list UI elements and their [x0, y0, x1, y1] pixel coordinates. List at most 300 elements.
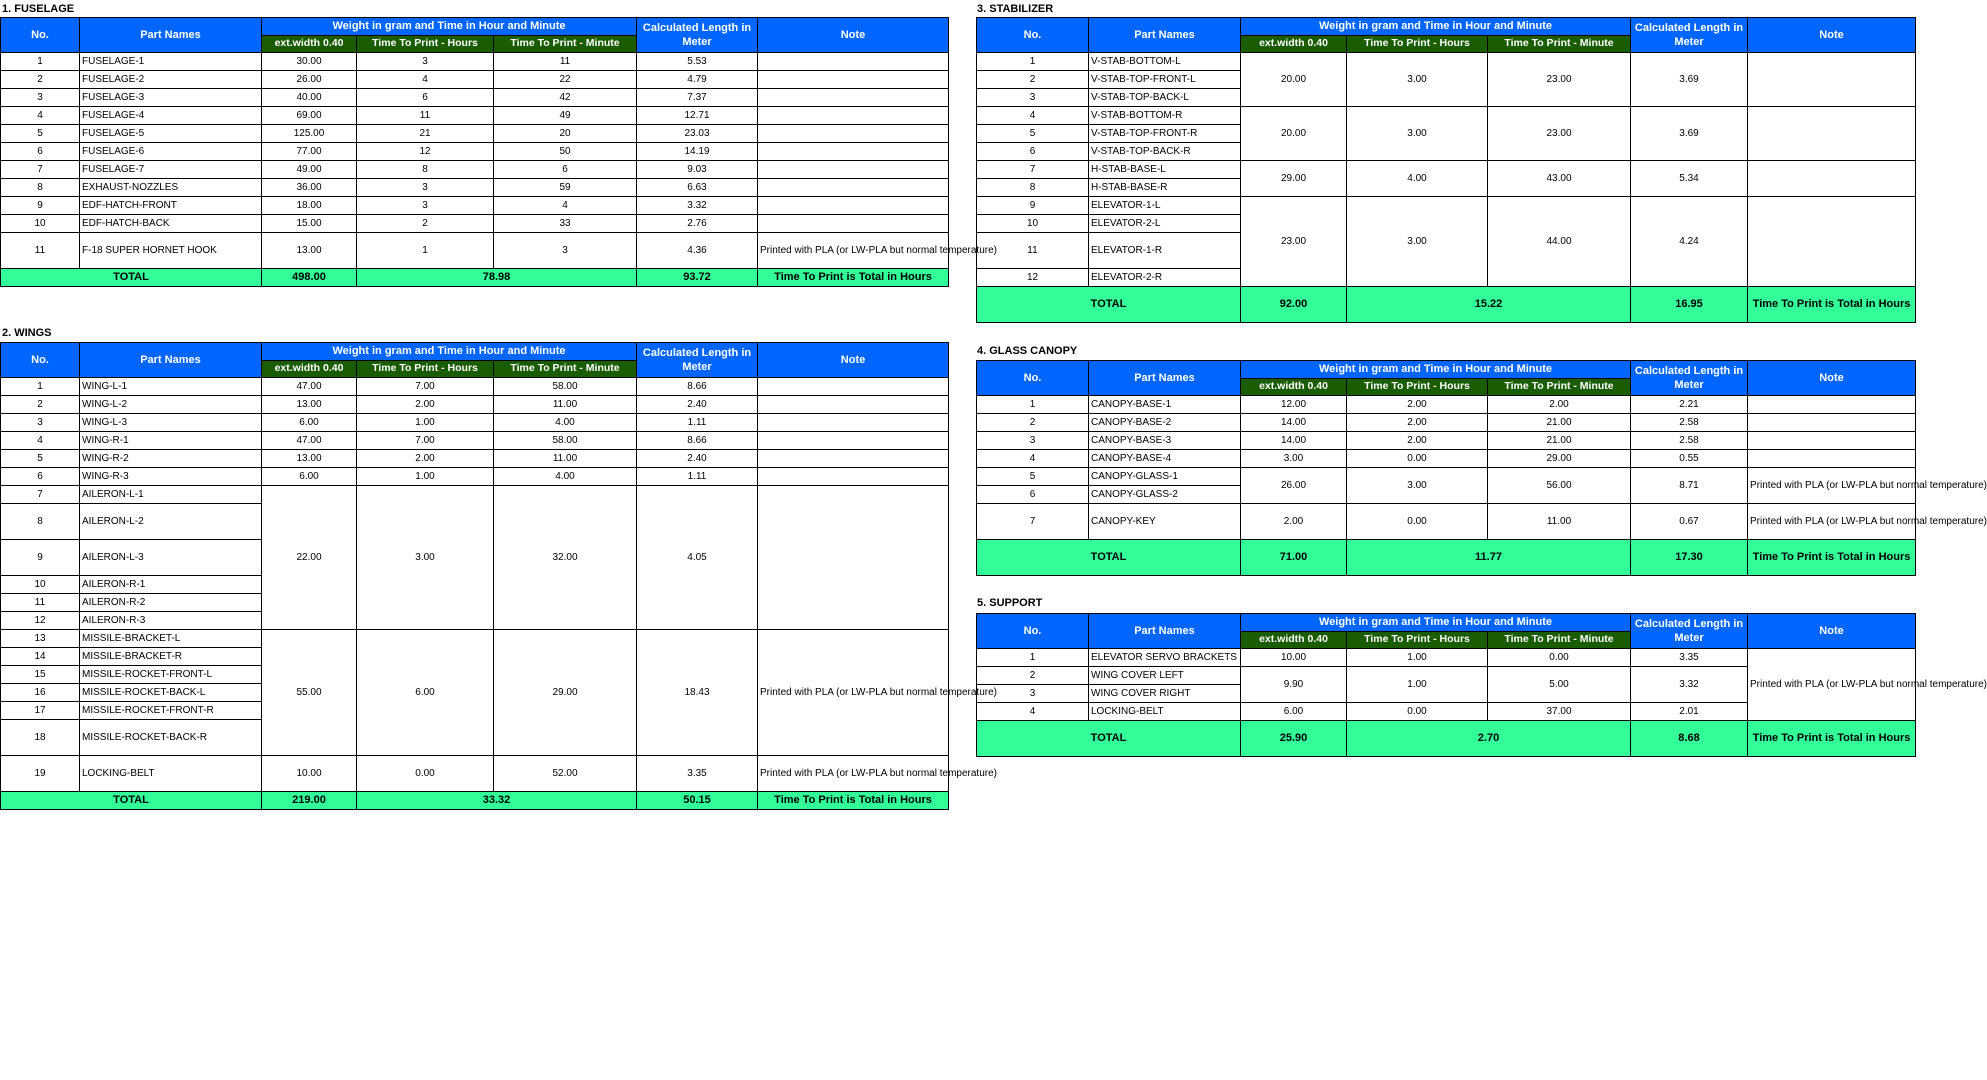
hours-cell-missile-group: 6.00: [357, 630, 494, 756]
hours-cell: 2.00: [1347, 396, 1488, 414]
header-no: No.: [977, 18, 1089, 53]
total-row: [977, 540, 1916, 576]
note-cell: [758, 396, 949, 414]
part-name: WING COVER RIGHT: [1089, 685, 1241, 703]
minutes-cell: 20: [494, 125, 637, 143]
table-row: [977, 396, 1916, 414]
note-cell: [758, 378, 949, 396]
row-no: 8: [977, 179, 1089, 197]
table-row: [1, 396, 949, 414]
part-name: FUSELAGE-2: [80, 71, 262, 89]
part-name: WING-L-1: [80, 378, 262, 396]
length-cell: 5.53: [637, 53, 758, 71]
minutes-cell-aileron-group: 32.00: [494, 486, 637, 630]
minutes-cell: 33: [494, 215, 637, 233]
table-row: [1, 125, 949, 143]
row-no: 9: [977, 197, 1089, 215]
section-title-fuselage: 1. FUSELAGE: [2, 3, 75, 15]
table-row: [1, 630, 949, 648]
minutes-cell: 4: [494, 197, 637, 215]
minutes-cell: 29.00: [1488, 450, 1631, 468]
table-row: [1, 179, 949, 197]
length-cell: 3.35: [637, 756, 758, 792]
canopy-table: [976, 360, 1987, 576]
weight-cell: 6.00: [262, 414, 357, 432]
header-hours: Time To Print - Hours: [1347, 632, 1488, 649]
minutes-cell: 11.00: [494, 450, 637, 468]
part-name: CANOPY-BASE-1: [1089, 396, 1241, 414]
total-time: 33.32: [357, 792, 637, 810]
weight-cell-vstab-l-group: 20.00: [1241, 53, 1347, 107]
row-no: 4: [977, 107, 1089, 125]
note-cell-vstab-l-group: [1748, 53, 1916, 107]
row-no: 11: [1, 233, 80, 269]
note-cell: Printed with PLA (or LW-PLA but normal temperature): [1748, 504, 1916, 540]
section-title-stabilizer: 3. STABILIZER: [977, 3, 1054, 15]
part-name: ELEVATOR-1-L: [1089, 197, 1241, 215]
part-name: EDF-HATCH-BACK: [80, 215, 262, 233]
length-cell: 2.40: [637, 396, 758, 414]
row-no: 10: [977, 215, 1089, 233]
header-weight: ext.width 0.40: [262, 36, 357, 53]
row-no: 3: [977, 685, 1089, 703]
part-name: AILERON-R-3: [80, 612, 262, 630]
weight-cell: 15.00: [262, 215, 357, 233]
note-cell-aileron-group: [758, 486, 949, 630]
row-no: 6: [1, 468, 80, 486]
total-row: [1, 792, 949, 810]
header-weight: ext.width 0.40: [1241, 379, 1347, 396]
total-length: 16.95: [1631, 287, 1748, 323]
hours-cell: 1.00: [1347, 649, 1488, 667]
table-row: [1, 233, 949, 269]
part-name: AILERON-R-2: [80, 594, 262, 612]
hours-cell: 3: [357, 179, 494, 197]
note-cell: [758, 197, 949, 215]
minutes-cell: 21.00: [1488, 432, 1631, 450]
row-no: 5: [977, 125, 1089, 143]
minutes-cell-glass-group: 56.00: [1488, 468, 1631, 504]
table-row: [977, 468, 1916, 486]
row-no: 9: [1, 540, 80, 576]
part-name: WING-R-3: [80, 468, 262, 486]
section-title-wings: 2. WINGS: [2, 327, 52, 339]
weight-cell: 3.00: [1241, 450, 1347, 468]
header-length: Calculated Length in Meter: [1631, 361, 1748, 396]
weight-cell: 47.00: [262, 378, 357, 396]
weight-cell-hstab-group: 29.00: [1241, 161, 1347, 197]
row-no: 7: [1, 161, 80, 179]
row-no: 2: [977, 414, 1089, 432]
total-time: 11.77: [1347, 540, 1631, 576]
weight-cell-elevator-group: 23.00: [1241, 197, 1347, 287]
part-name: ELEVATOR SERVO BRACKETS: [1089, 649, 1241, 667]
length-cell: 8.66: [637, 432, 758, 450]
header-part-names: Part Names: [80, 18, 262, 53]
row-no: 10: [1, 576, 80, 594]
row-no: 11: [1, 594, 80, 612]
minutes-cell-missile-group: 29.00: [494, 630, 637, 756]
table-row: [1, 378, 949, 396]
minutes-cell: 37.00: [1488, 703, 1631, 721]
part-name: EDF-HATCH-FRONT: [80, 197, 262, 215]
hours-cell-vstab-l-group: 3.00: [1347, 53, 1488, 107]
part-name: V-STAB-TOP-FRONT-R: [1089, 125, 1241, 143]
hours-cell: 12: [357, 143, 494, 161]
hours-cell: 0.00: [1347, 504, 1488, 540]
fuselage-table: [0, 17, 997, 287]
table-row: [977, 107, 1916, 125]
minutes-cell: 58.00: [494, 378, 637, 396]
header-no: No.: [1, 18, 80, 53]
part-name: LOCKING-BELT: [1089, 703, 1241, 721]
row-no: 15: [1, 666, 80, 684]
total-row: [1, 269, 949, 287]
row-no: 3: [1, 414, 80, 432]
total-time: 15.22: [1347, 287, 1631, 323]
row-no: 1: [1, 53, 80, 71]
header-length: Calculated Length in Meter: [637, 18, 758, 53]
part-name: WING-R-1: [80, 432, 262, 450]
weight-cell: 18.00: [262, 197, 357, 215]
hours-cell: 1: [357, 233, 494, 269]
row-no: 4: [977, 703, 1089, 721]
hours-cell-cover-group: 1.00: [1347, 667, 1488, 703]
header-weight-time-group: Weight in gram and Time in Hour and Minute: [1241, 614, 1631, 632]
hours-cell: 3: [357, 53, 494, 71]
length-cell-missile-group: 18.43: [637, 630, 758, 756]
part-name: MISSILE-ROCKET-FRONT-L: [80, 666, 262, 684]
table-row: [1, 89, 949, 107]
header-part-names: Part Names: [80, 343, 262, 378]
part-name: ELEVATOR-2-R: [1089, 269, 1241, 287]
length-cell-glass-group: 8.71: [1631, 468, 1748, 504]
table-row: [1, 107, 949, 125]
header-length: Calculated Length in Meter: [1631, 614, 1748, 649]
part-name: FUSELAGE-5: [80, 125, 262, 143]
row-no: 8: [1, 179, 80, 197]
hours-cell: 1.00: [357, 468, 494, 486]
row-no: 13: [1, 630, 80, 648]
total-length: 8.68: [1631, 721, 1748, 757]
part-name: AILERON-R-1: [80, 576, 262, 594]
minutes-cell: 22: [494, 71, 637, 89]
total-row: [977, 721, 1916, 757]
length-cell: 2.58: [1631, 432, 1748, 450]
row-no: 1: [977, 649, 1089, 667]
part-name: V-STAB-TOP-BACK-L: [1089, 89, 1241, 107]
row-no: 6: [977, 143, 1089, 161]
weight-cell-missile-group: 55.00: [262, 630, 357, 756]
hours-cell: 2: [357, 215, 494, 233]
header-note: Note: [1748, 361, 1916, 396]
minutes-cell: 0.00: [1488, 649, 1631, 667]
header-minutes: Time To Print - Minute: [1488, 632, 1631, 649]
part-name: FUSELAGE-7: [80, 161, 262, 179]
table-row: [977, 432, 1916, 450]
minutes-cell-vstab-r-group: 23.00: [1488, 107, 1631, 161]
note-cell: [758, 450, 949, 468]
row-no: 19: [1, 756, 80, 792]
length-cell-elevator-group: 4.24: [1631, 197, 1748, 287]
table-row: [977, 53, 1916, 71]
row-no: 11: [977, 233, 1089, 269]
weight-cell: 30.00: [262, 53, 357, 71]
hours-cell-elevator-group: 3.00: [1347, 197, 1488, 287]
table-row: [977, 649, 1916, 667]
total-label: TOTAL: [977, 287, 1241, 323]
part-name: MISSILE-BRACKET-L: [80, 630, 262, 648]
total-weight: 219.00: [262, 792, 357, 810]
header-note: Note: [758, 343, 949, 378]
weight-cell: 13.00: [262, 233, 357, 269]
row-no: 7: [977, 161, 1089, 179]
stabilizer-table: [976, 17, 1916, 323]
row-no: 14: [1, 648, 80, 666]
header-note: Note: [1748, 614, 1916, 649]
row-no: 2: [1, 71, 80, 89]
hours-cell: 0.00: [1347, 703, 1488, 721]
header-minutes: Time To Print - Minute: [494, 361, 637, 378]
part-name: WING-L-3: [80, 414, 262, 432]
weight-cell: 13.00: [262, 396, 357, 414]
header-note: Note: [758, 18, 949, 53]
table-row: [977, 197, 1916, 215]
weight-cell-cover-group: 9.90: [1241, 667, 1347, 703]
note-cell-glass-group: Printed with PLA (or LW-PLA but normal temperature): [1748, 468, 1916, 504]
header-weight: ext.width 0.40: [1241, 36, 1347, 53]
header-length: Calculated Length in Meter: [1631, 18, 1748, 53]
wings-table: [0, 342, 997, 810]
note-cell: [758, 215, 949, 233]
hours-cell: 7.00: [357, 378, 494, 396]
note-cell: [1748, 414, 1916, 432]
row-no: 5: [1, 450, 80, 468]
weight-cell: 12.00: [1241, 396, 1347, 414]
minutes-cell: 4.00: [494, 414, 637, 432]
part-name: H-STAB-BASE-L: [1089, 161, 1241, 179]
table-row: [1, 143, 949, 161]
length-cell: 4.79: [637, 71, 758, 89]
note-cell: [1748, 396, 1916, 414]
length-cell: 14.19: [637, 143, 758, 161]
header-hours: Time To Print - Hours: [357, 361, 494, 378]
weight-cell: 47.00: [262, 432, 357, 450]
minutes-cell: 6: [494, 161, 637, 179]
section-title-support: 5. SUPPORT: [977, 597, 1043, 609]
weight-cell: 69.00: [262, 107, 357, 125]
header-no: No.: [977, 614, 1089, 649]
hours-cell: 11: [357, 107, 494, 125]
minutes-cell: 59: [494, 179, 637, 197]
note-cell: [758, 179, 949, 197]
note-cell: [758, 53, 949, 71]
weight-cell: 26.00: [262, 71, 357, 89]
table-row: [977, 504, 1916, 540]
length-cell: 23.03: [637, 125, 758, 143]
length-cell: 2.21: [1631, 396, 1748, 414]
total-weight: 498.00: [262, 269, 357, 287]
minutes-cell-cover-group: 5.00: [1488, 667, 1631, 703]
hours-cell: 1.00: [357, 414, 494, 432]
row-no: 16: [1, 684, 80, 702]
part-name: CANOPY-BASE-4: [1089, 450, 1241, 468]
hours-cell: 2.00: [1347, 432, 1488, 450]
hours-cell: 6: [357, 89, 494, 107]
weight-cell-glass-group: 26.00: [1241, 468, 1347, 504]
part-name: F-18 SUPER HORNET HOOK: [80, 233, 262, 269]
header-weight-time-group: Weight in gram and Time in Hour and Minute: [262, 343, 637, 361]
total-length: 93.72: [637, 269, 758, 287]
weight-cell-aileron-group: 22.00: [262, 486, 357, 630]
header-weight-time-group: Weight in gram and Time in Hour and Minute: [1241, 18, 1631, 36]
minutes-cell: 2.00: [1488, 396, 1631, 414]
table-row: [1, 486, 949, 504]
hours-cell: 21: [357, 125, 494, 143]
table-row: [1, 414, 949, 432]
minutes-cell: 21.00: [1488, 414, 1631, 432]
hours-cell: 3: [357, 197, 494, 215]
note-cell: [758, 89, 949, 107]
hours-cell: 2.00: [1347, 414, 1488, 432]
table-row: [1, 53, 949, 71]
header-part-names: Part Names: [1089, 361, 1241, 396]
total-note: Time To Print is Total in Hours: [758, 792, 949, 810]
length-cell: 4.36: [637, 233, 758, 269]
header-weight-time-group: Weight in gram and Time in Hour and Minute: [262, 18, 637, 36]
row-no: 6: [977, 486, 1089, 504]
row-no: 3: [977, 89, 1089, 107]
total-weight: 25.90: [1241, 721, 1347, 757]
header-note: Note: [1748, 18, 1916, 53]
part-name: FUSELAGE-6: [80, 143, 262, 161]
total-note: Time To Print is Total in Hours: [1748, 721, 1916, 757]
part-name: FUSELAGE-4: [80, 107, 262, 125]
part-name: CANOPY-GLASS-2: [1089, 486, 1241, 504]
part-name: FUSELAGE-1: [80, 53, 262, 71]
total-length: 50.15: [637, 792, 758, 810]
part-name: WING-R-2: [80, 450, 262, 468]
total-time: 78.98: [357, 269, 637, 287]
weight-cell: 10.00: [262, 756, 357, 792]
header-hours: Time To Print - Hours: [1347, 379, 1488, 396]
length-cell: 6.63: [637, 179, 758, 197]
row-no: 4: [1, 432, 80, 450]
hours-cell-glass-group: 3.00: [1347, 468, 1488, 504]
table-row: [977, 414, 1916, 432]
hours-cell-vstab-r-group: 3.00: [1347, 107, 1488, 161]
header-part-names: Part Names: [1089, 614, 1241, 649]
header-minutes: Time To Print - Minute: [1488, 36, 1631, 53]
length-cell: 12.71: [637, 107, 758, 125]
part-name: AILERON-L-3: [80, 540, 262, 576]
hours-cell: 4: [357, 71, 494, 89]
part-name: CANOPY-KEY: [1089, 504, 1241, 540]
header-weight-time-group: Weight in gram and Time in Hour and Minute: [1241, 361, 1631, 379]
header-no: No.: [977, 361, 1089, 396]
minutes-cell: 49: [494, 107, 637, 125]
total-weight: 71.00: [1241, 540, 1347, 576]
length-cell: 7.37: [637, 89, 758, 107]
note-cell: [758, 414, 949, 432]
table-row: [977, 161, 1916, 179]
row-no: 8: [1, 504, 80, 540]
row-no: 18: [1, 720, 80, 756]
hours-cell: 8: [357, 161, 494, 179]
part-name: CANOPY-GLASS-1: [1089, 468, 1241, 486]
total-row: [977, 287, 1916, 323]
minutes-cell: 11.00: [494, 396, 637, 414]
length-cell: 1.11: [637, 414, 758, 432]
note-cell: [1748, 432, 1916, 450]
total-label: TOTAL: [977, 721, 1241, 757]
weight-cell: 2.00: [1241, 504, 1347, 540]
weight-cell: 6.00: [262, 468, 357, 486]
hours-cell-aileron-group: 3.00: [357, 486, 494, 630]
total-label: TOTAL: [1, 269, 262, 287]
minutes-cell: 52.00: [494, 756, 637, 792]
header-length: Calculated Length in Meter: [637, 343, 758, 378]
section-title-canopy: 4. GLASS CANOPY: [977, 345, 1078, 357]
note-cell: [758, 107, 949, 125]
part-name: H-STAB-BASE-R: [1089, 179, 1241, 197]
total-note: Time To Print is Total in Hours: [1748, 540, 1916, 576]
header-part-names: Part Names: [1089, 18, 1241, 53]
minutes-cell-hstab-group: 43.00: [1488, 161, 1631, 197]
row-no: 2: [977, 667, 1089, 685]
note-cell: [1748, 450, 1916, 468]
table-row: [1, 468, 949, 486]
total-label: TOTAL: [977, 540, 1241, 576]
note-cell-vstab-r-group: [1748, 107, 1916, 161]
part-name: MISSILE-ROCKET-BACK-L: [80, 684, 262, 702]
weight-cell: 14.00: [1241, 414, 1347, 432]
row-no: 9: [1, 197, 80, 215]
minutes-cell: 11.00: [1488, 504, 1631, 540]
row-no: 4: [1, 107, 80, 125]
header-hours: Time To Print - Hours: [357, 36, 494, 53]
header-no: No.: [1, 343, 80, 378]
weight-cell: 13.00: [262, 450, 357, 468]
note-cell: [758, 432, 949, 450]
minutes-cell: 50: [494, 143, 637, 161]
part-name: AILERON-L-1: [80, 486, 262, 504]
hours-cell: 2.00: [357, 396, 494, 414]
row-no: 5: [977, 468, 1089, 486]
length-cell-aileron-group: 4.05: [637, 486, 758, 630]
minutes-cell-elevator-group: 44.00: [1488, 197, 1631, 287]
table-row: [1, 71, 949, 89]
weight-cell: 14.00: [1241, 432, 1347, 450]
row-no: 7: [977, 504, 1089, 540]
weight-cell: 36.00: [262, 179, 357, 197]
part-name: FUSELAGE-3: [80, 89, 262, 107]
length-cell: 2.76: [637, 215, 758, 233]
row-no: 1: [1, 378, 80, 396]
part-name: CANOPY-BASE-2: [1089, 414, 1241, 432]
total-length: 17.30: [1631, 540, 1748, 576]
hours-cell: 0.00: [357, 756, 494, 792]
weight-cell: 40.00: [262, 89, 357, 107]
part-name: MISSILE-BRACKET-R: [80, 648, 262, 666]
hours-cell: 0.00: [1347, 450, 1488, 468]
header-minutes: Time To Print - Minute: [1488, 379, 1631, 396]
note-cell: [758, 125, 949, 143]
note-cell-hstab-group: [1748, 161, 1916, 197]
length-cell: 9.03: [637, 161, 758, 179]
length-cell: 3.32: [637, 197, 758, 215]
note-cell-elevator-group: [1748, 197, 1916, 287]
